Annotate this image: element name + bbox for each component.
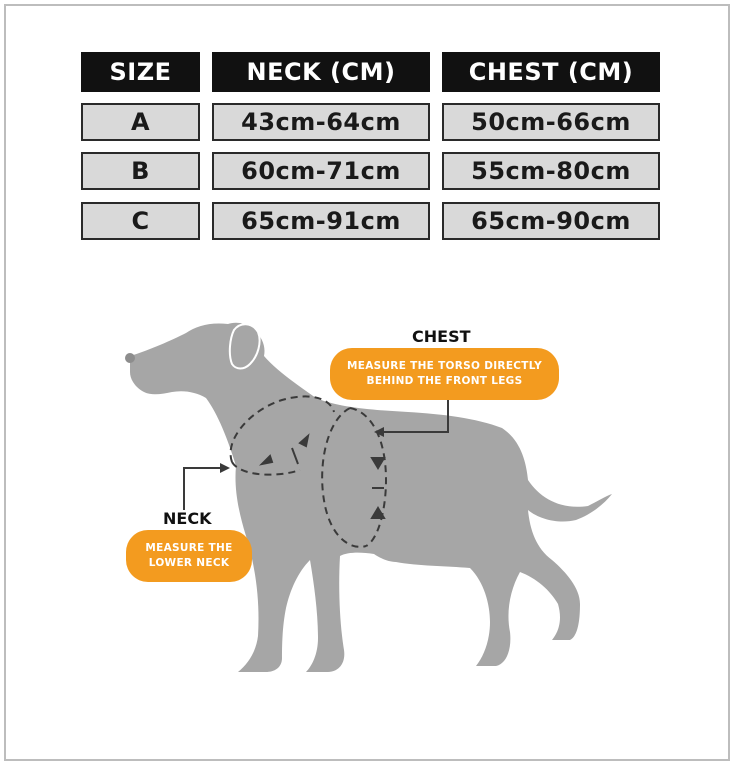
- row-a-neck: 43cm-64cm: [212, 103, 430, 141]
- row-a-size: A: [81, 103, 200, 141]
- header-chest: CHEST (CM): [442, 52, 660, 92]
- header-size: SIZE: [81, 52, 200, 92]
- header-neck: NECK (CM): [212, 52, 430, 92]
- row-b-neck: 60cm-71cm: [212, 152, 430, 190]
- neck-leader-line: [184, 468, 224, 510]
- neck-instruction-badge: MEASURE THE LOWER NECK: [126, 530, 252, 582]
- chest-label: CHEST: [412, 327, 471, 346]
- row-b-chest: 55cm-80cm: [442, 152, 660, 190]
- chest-instruction-badge: MEASURE THE TORSO DIRECTLY BEHIND THE FRONT LEGS: [330, 348, 559, 400]
- neck-label: NECK: [163, 509, 212, 528]
- row-c-chest: 65cm-90cm: [442, 202, 660, 240]
- row-c-neck: 65cm-91cm: [212, 202, 430, 240]
- row-b-size: B: [81, 152, 200, 190]
- row-c-size: C: [81, 202, 200, 240]
- row-a-chest: 50cm-66cm: [442, 103, 660, 141]
